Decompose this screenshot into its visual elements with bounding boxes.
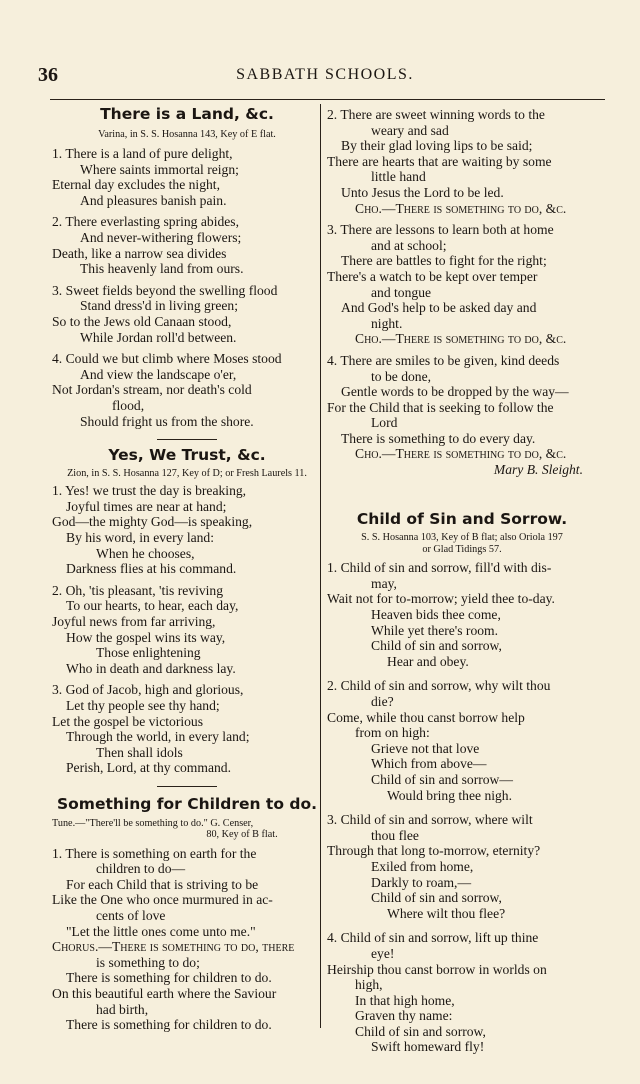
verse-line: Grieve not that love [371, 740, 480, 756]
verse-line: and at school; [371, 237, 447, 253]
verse-line: flood, [112, 398, 145, 413]
chorus-line: There is something for children to do. [66, 1017, 272, 1033]
verse-line: Which from above— [371, 756, 487, 772]
verse-line: And never-withering flowers; [80, 230, 242, 246]
verse-line: weary and sad [371, 122, 449, 138]
verse-line: Joyful times are near at hand; [66, 498, 227, 514]
verse-line: There's a watch to be kept over temper [327, 268, 538, 284]
verse-line: Swift homeward fly! [371, 1039, 485, 1055]
verse-line: Perish, Lord, at thy command. [66, 760, 231, 776]
verse-line: 3. God of Jacob, high and glorious, [52, 682, 244, 698]
verse-line: may, [371, 575, 397, 591]
verse-line: While yet there's room. [371, 622, 499, 638]
verse-line: Like the One who once murmured in ac- [52, 892, 273, 908]
verse-line: Those enlightening [96, 645, 201, 661]
verse-line: And view the landscape o'er, [80, 366, 237, 382]
stanza-3 [327, 812, 597, 921]
hymn-meta: S. S. Hosanna 103, Key of B flat; also Oriola 197 [361, 532, 563, 544]
page-header [38, 60, 612, 92]
verse-line: For each Child that is striving to be [66, 876, 259, 892]
verse-line: 1. Yes! we trust the day is breaking, [52, 483, 247, 499]
verse-line: Stand dress'd in living green; [80, 298, 239, 314]
verse-line: Not Jordan's stream, nor death's cold [52, 382, 252, 398]
verse-line: Exiled from home, [371, 858, 474, 874]
verse-line: from on high: [355, 725, 430, 741]
stanza-4 [327, 353, 597, 462]
stanza-1 [52, 483, 322, 577]
hymn-title-yes-we-trust: Yes, We Trust, &c. [108, 446, 266, 465]
verse-line: And God's help to be asked day and [341, 300, 537, 316]
verse-line: Darkly to roam,— [371, 874, 472, 890]
verse-line: Wait not for to-morrow; yield thee to-day. [327, 591, 555, 607]
verse-line: Who in death and darkness lay. [66, 660, 236, 676]
verse-line: This heavenly land from ours. [80, 261, 244, 277]
verse-line: night. [371, 315, 403, 331]
verse-line: God—the mighty God—is speaking, [52, 514, 253, 530]
hymn-meta: or Glad Tidings 57. [422, 543, 502, 555]
hymn-title-something-for-children: Something for Children to do. [57, 794, 317, 813]
verse-line: eye! [371, 945, 395, 961]
verse-line: How the gospel wins its way, [66, 629, 226, 645]
verse-line: 2. Child of sin and sorrow, why wilt thou [327, 678, 551, 694]
page-number: 36 [38, 64, 58, 86]
verse-line: Would bring thee nigh. [387, 787, 513, 803]
verse-line: 4. Child of sin and sorrow, lift up thine [327, 930, 539, 946]
chorus-line: Cho.—There is something to do, &c. [355, 446, 567, 462]
hymn-title-there-is-a-land: There is a Land, &c. [100, 105, 274, 123]
verse-line: By their glad loving lips to be said; [341, 138, 533, 154]
chorus-line: had birth, [96, 1001, 149, 1017]
hymn-meta: Varina, in S. S. Hosanna 143, Key of E flat. [98, 128, 276, 140]
verse-line: Then shall idols [96, 744, 183, 760]
stanza-3 [52, 283, 322, 345]
verse-line: To our hearts, to hear, each day, [66, 598, 239, 614]
verse-line: While Jordan roll'd between. [80, 329, 237, 345]
verse-line: By his word, in every land: [66, 530, 214, 546]
verse-line: and tongue [371, 284, 432, 300]
verse-line: Heirship thou canst borrow in worlds on [327, 961, 547, 977]
verse-line: Hear and obey. [387, 653, 469, 669]
stanza-2 [52, 583, 322, 677]
verse-line: thou flee [371, 827, 419, 843]
verse-line: 2. Oh, 'tis pleasant, 'tis reviving [52, 582, 224, 598]
chorus-line: There is something for children to do. [66, 970, 272, 986]
chorus-line: On this beautiful earth where the Saviour [52, 985, 277, 1001]
verse-line: Let the gospel be victorious [52, 713, 204, 729]
stanza-2 [327, 107, 597, 216]
verse-line: high, [355, 977, 383, 993]
verse-line: 3. Child of sin and sorrow, where wilt [327, 812, 533, 828]
verse-line: Child of sin and sorrow— [371, 771, 513, 787]
chorus-line: Cho.—There is something to do, &c. [355, 331, 567, 347]
verse-line: When he chooses, [96, 545, 195, 561]
verse-line: 2. There are sweet winning words to the [327, 107, 545, 122]
verse-line: Death, like a narrow sea divides [52, 245, 227, 261]
verse-line: Let thy people see thy hand; [66, 698, 220, 713]
stanza-4 [52, 351, 322, 429]
running-title: SABBATH SCHOOLS. [236, 66, 414, 83]
verse-line: For the Child that is seeking to follow the [327, 399, 554, 415]
verse-line: 4. There are smiles to be given, kind deeds [327, 352, 560, 368]
hymn-meta: 80, Key of B flat. [206, 829, 278, 841]
stanza-1 [327, 560, 597, 669]
verse-line: 3. Sweet fields beyond the swelling flood [52, 282, 278, 298]
verse-line: 1. Child of sin and sorrow, fill'd with dis- [327, 560, 552, 576]
verse-line: Graven thy name: [355, 1008, 453, 1024]
verse-line: Come, while thou canst borrow help [327, 709, 525, 725]
verse-line: Heaven bids thee come, [371, 607, 501, 623]
chorus-line: is something to do; [96, 954, 200, 970]
hymn-author: Mary B. Sleight. [493, 462, 583, 478]
stanza-3 [52, 682, 322, 776]
verse-line: Darkness flies at his command. [66, 561, 237, 577]
verse-line: Child of sin and sorrow, [371, 638, 502, 654]
verse-line: cents of love [96, 907, 166, 923]
verse-line: Should fright us from the shore. [80, 413, 254, 429]
left-column [52, 100, 322, 1033]
verse-line: die? [371, 694, 394, 709]
verse-line: Gentle words to be dropped by the way— [341, 384, 569, 400]
verse-line: 2. There everlasting spring abides, [52, 214, 239, 230]
verse-line: Joyful news from far arriving, [52, 614, 216, 630]
verse-line: children to do— [96, 861, 186, 877]
verse-line: Child of sin and sorrow, [355, 1023, 486, 1039]
chorus-line: Cho.—There is something to do, &c. [355, 200, 567, 216]
verse-line: There is something to do every day. [341, 430, 536, 446]
right-column [327, 100, 597, 1055]
stanza-2 [327, 678, 597, 803]
verse-line: 3. There are lessons to learn both at home [327, 222, 554, 238]
verse-line: Through that long to-morrow, eternity? [327, 843, 541, 859]
hymn-title-child-of-sin: Child of Sin and Sorrow. [356, 509, 568, 528]
verse-line: 4. Could we but climb where Moses stood [52, 351, 282, 367]
stanza-4 [327, 930, 597, 1055]
verse-line: Eternal day excludes the night, [52, 177, 220, 193]
verse-line: 1. There is something on earth for the [52, 845, 257, 861]
verse-line: 1. There is a land of pure delight, [52, 146, 233, 162]
stanza-1 [52, 846, 322, 1033]
verse-line: And pleasures banish pain. [80, 192, 227, 208]
verse-line: In that high home, [355, 992, 455, 1008]
verse-line: Lord [371, 415, 398, 431]
chorus-line: Chorus.—There is something to do, there [52, 939, 295, 955]
verse-line: So to the Jews old Canaan stood, [52, 314, 232, 330]
stanza-3 [327, 222, 597, 347]
verse-line: Child of sin and sorrow, [371, 890, 502, 906]
verse-line: Where saints immortal reign; [80, 161, 239, 177]
verse-line: Unto Jesus the Lord to be led. [341, 184, 504, 200]
verse-line: There are hearts that are waiting by some [327, 153, 552, 169]
verse-line: "Let the little ones come unto me." [66, 923, 256, 939]
verse-line: Through the world, in every land; [66, 729, 250, 745]
hymn-meta: Zion, in S. S. Hosanna 127, Key of D; or Fresh Laurels 11. [67, 467, 307, 479]
verse-line: There are battles to fight for the right; [341, 253, 547, 269]
verse-line: Where wilt thou flee? [387, 905, 506, 921]
stanza-1 [52, 146, 322, 208]
verse-line: to be done, [371, 368, 432, 384]
verse-line: little hand [371, 169, 426, 185]
hymn-meta: Tune.—"There'll be something to do." G. Censer, [52, 817, 254, 829]
stanza-2 [52, 214, 322, 276]
